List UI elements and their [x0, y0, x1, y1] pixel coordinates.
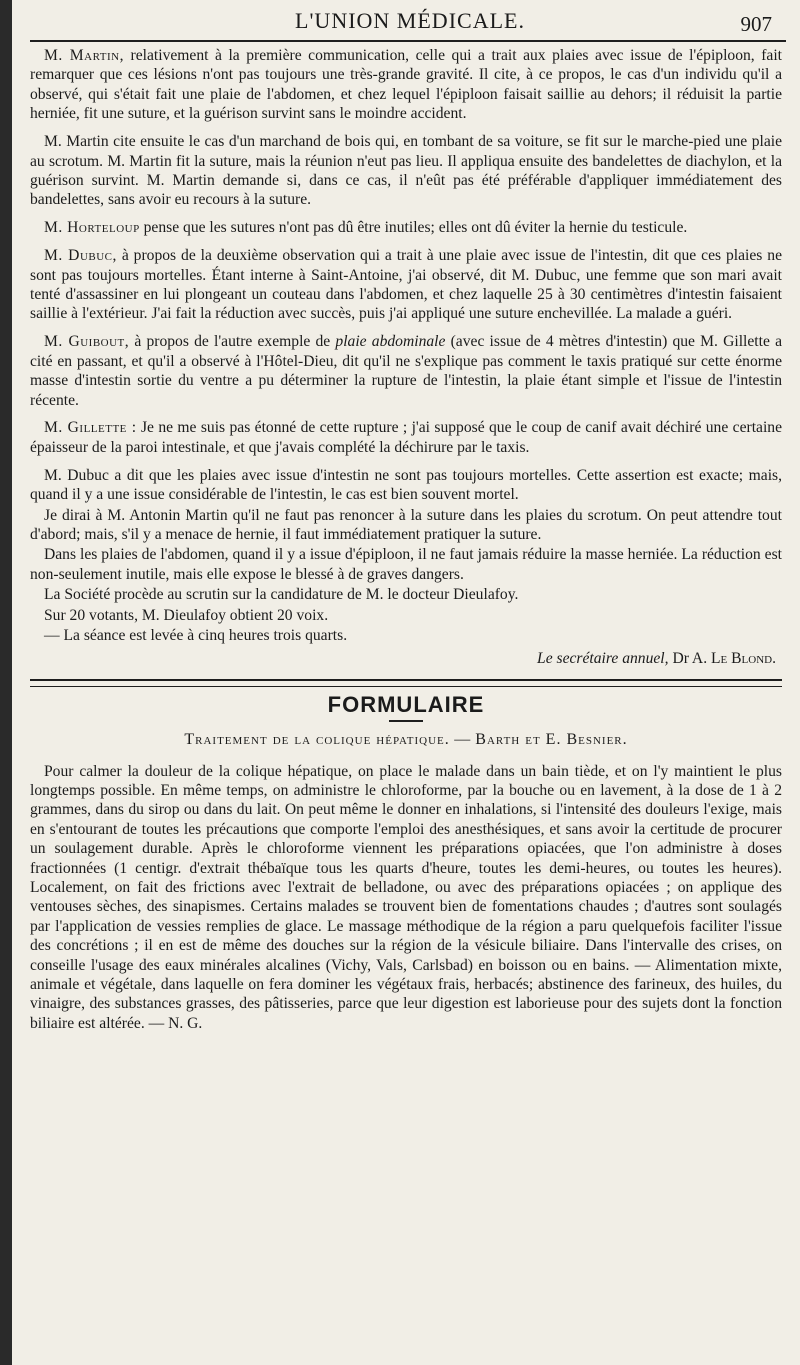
paragraph-guibout — [30, 332, 782, 410]
page-header — [30, 4, 790, 38]
section-subtitle — [30, 730, 782, 749]
speaker-name: M. Dubuc, — [44, 247, 117, 265]
paragraph-text: (avec issue de 4 mètres d'intestin) que M. Gillette a cité en passant, et qu'il a observé à l'Hôtel-Dieu, dit qu'il ne s'explique pas comment le taxis pratiqué sur cette énorme masse d'intestin sortie du ventre a pu déterminer la rupture de l'intestin, la plaie étant simple et l'issue de l'intestin récente. — [30, 333, 782, 409]
paragraph-martin-2 — [30, 132, 782, 210]
paragraph-martin — [30, 46, 782, 124]
signature-name: Le Blond. — [711, 650, 776, 668]
scan-edge — [0, 0, 12, 1365]
paragraph-text: Dans les plaies de l'abdomen, quand il y a issue d'épiploon, il ne faut jamais réduire la masse herniée. La réduction est non-seulement inutile, mais elle expose le blessé à de graves dangers. — [30, 546, 782, 583]
section-title: FORMULAIRE — [327, 691, 485, 717]
paragraph-scrutin — [30, 585, 782, 604]
paragraph-dubuc — [30, 246, 782, 324]
paragraph-horteloup — [30, 218, 782, 237]
paragraph-gillette-4 — [30, 545, 782, 584]
article-body — [30, 46, 782, 1033]
paragraph-gillette-3 — [30, 506, 782, 545]
signature-role: Le secrétaire annuel, — [537, 650, 669, 668]
speaker-name: M. Gillette : — [44, 419, 137, 437]
signature — [30, 649, 782, 668]
paragraph-text: Je ne me suis pas étonné de cette rupture ; j'ai supposé que le coup de canif avait déchiré une certaine épaisseur de la paroi intestinale, et que j'avais complété la déchirure par le taxis. — [30, 419, 782, 456]
header-rule — [30, 40, 786, 42]
paragraph-gillette-2 — [30, 466, 782, 505]
italic-term: plaie abdominale — [335, 333, 446, 351]
paragraph-closing — [30, 626, 782, 645]
paragraph-text: pense que les sutures n'ont pas dû être inutiles; elles ont dû éviter la hernie du testicule. — [139, 219, 688, 237]
paragraph-text: La Société procède au scrutin sur la candidature de M. le docteur Dieulafoy. — [44, 586, 519, 604]
paragraph-text: Je dirai à M. Antonin Martin qu'il ne faut pas renoncer à la suture dans les plaies du scrotum. On peut attendre tout d'abord; mais, s'il y a menace de hernie, il faut immédiatement pratiquer la suture. — [30, 506, 782, 543]
speaker-name: M. Horteloup — [44, 219, 140, 237]
paragraph-text: M. Dubuc a dit que les plaies avec issue d'intestin ne sont pas toujours mortelles. Cette assertion est exacte; mais, quand il y a une issue considérable de l'intestin, le cas est bien souvent mortel. — [30, 466, 782, 504]
title-rule — [389, 720, 423, 722]
paragraph-text: à propos de l'autre exemple de — [129, 333, 336, 351]
paragraph-text: Sur 20 votants, M. Dieulafoy obtient 20 voix. — [44, 606, 329, 624]
paragraph-text: M. Martin cite ensuite le cas d'un marchand de bois qui, en tombant de sa voiture, se fit sur le marche-pied une plaie au scrotum. M. Martin fit la suture, mais la réunion n'eut pas lieu. Il appliqua ensuite des bandelettes de diachylon, et la guérison survint. M. Martin demande si, dans ce cas, il n'eût pas été préférable d'appliquer immédiatement des bandelettes, sans avoir eu recours à la suture. — [30, 133, 782, 209]
speaker-name: M. Guibout, — [44, 333, 130, 351]
section-divider — [30, 679, 782, 687]
paragraph-text: — La séance est levée à cinq heures trois quarts. — [44, 626, 348, 644]
paragraph-gillette — [30, 418, 782, 457]
subtitle-main: Traitement de la colique hépatique. — [184, 731, 450, 749]
page-number: 907 — [740, 12, 772, 36]
formulaire-body: Pour calmer la douleur de la colique hépatique, on place le malade dans un bain tiède, et on l'y maintient le plus longtemps possible. En même temps, on administre le chloroforme, par la bouche ou en lavement, à la dose de 1 à 2 grammes, dans du sirop ou dans du lait. On peut même le donner en inhalations, si l'intensité des douleurs l'exige, mais en s'entourant de toutes les précautions que comporte l'emploi des anesthésiques, et sans avoir la certitude de procurer un soulagement durable. Après le chloroforme viennent les préparations opiacées, que l'on administre à doses fractionnées (1 centigr. d'extrait thébaïque tous les quarts d'heure, toutes les demi-heures, ou toutes les heures). Localement, on fait des frictions avec l'extrait de belladone, ou avec des préparations opiacées ; on applique des ventouses sèches, des sinapismes. Certains malades se trouvent bien de fomentations chaudes ; d'autres sont soulagés par l'application de vessies remplies de glace. Le massage méthodique de la région a paru quelquefois faciliter l'issue des concrétions ; il en est de même des douches sur la région de la vésicule biliaire. Dans l'intervalle des crises, on conseille l'usage des eaux minérales alcalines (Vichy, Vals, Carlsbad) en boisson ou en bains. — Alimentation mixte, animale et végétale, dans laquelle on fera dominer les végétaux frais, herbacés; abstinence des farineux, des huiles, du vinaigre, des substances grasses, des pâtisseries, parce que leur digestion est laborieuse pour des sujets dont la fonction biliaire est altérée. — N. G. — [30, 762, 782, 1032]
subtitle-authors: Barth et E. Besnier. — [475, 731, 628, 749]
paragraph-votes — [30, 606, 782, 625]
paragraph-text: à propos de la deuxième observation qui a trait à une plaie avec issue de l'intestin, dit que ces plaies ne sont pas toujours mortelles. Étant interne à Saint-Antoine, j'ai observé, dit M. Dubuc, une femme que son mari avait tenté d'assassiner en lui plongeant un couteau dans l'abdomen, et chez laquelle 25 à 30 centimètres d'intestin faisaient saillie à l'extérieur. J'ai fait la réduction avec succès, puis j'ai appliqué une suture enchevillée. La malade a guéri. — [30, 247, 782, 323]
paragraph-text: relativement à la première communication, celle qui a trait aux plaies avec issue de l'épiploon, fait remarquer que ces lésions n'ont pas toujours une très-grande gravité. Il cite, à ce propos, le cas d'un individu qu'il a observé, qui s'était fait une plaie de l'abdomen, et chez lequel l'épiploon faisait saillie au dehors; il réduisit la partie herniée, fit une suture, et la guérison survint sans le moindre accident. — [30, 47, 782, 123]
signature-prefix: Dr A. — [668, 650, 711, 668]
speaker-name: M. Martin, — [44, 47, 125, 64]
running-title: L'UNION MÉDICALE. — [295, 8, 525, 33]
subtitle-separator: — — [449, 731, 476, 749]
